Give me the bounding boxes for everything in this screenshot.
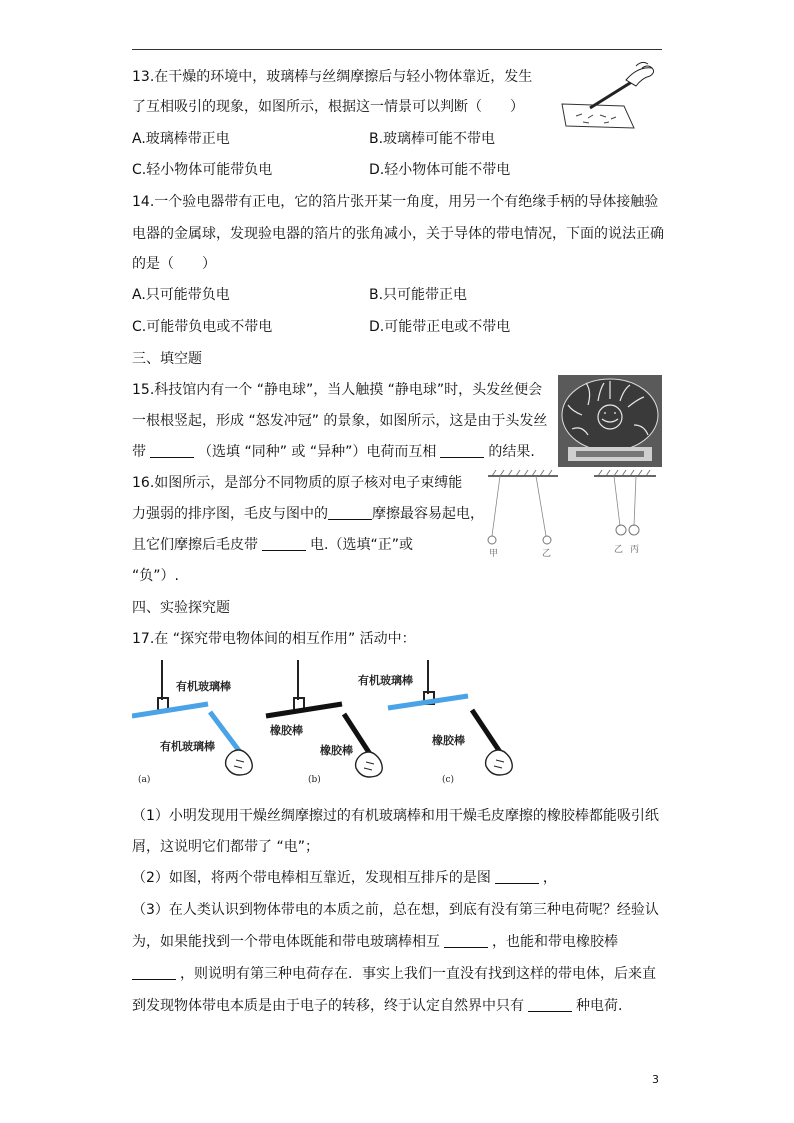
caption-c: (c) — [442, 775, 455, 784]
q17-line1: 17.在 “探究带电物体间的相互作用” 活动中： — [132, 631, 416, 647]
q13-option-b: B.玻璃棒可能不带电 — [369, 131, 496, 147]
label-glass-rod-c: 有机玻璃棒 — [358, 674, 413, 687]
section-heading-fill-in: 三、填空题 — [132, 351, 202, 367]
answer-blank[interactable] — [328, 505, 372, 520]
label-bing: 丙 — [630, 545, 640, 555]
header-rule — [132, 49, 662, 50]
q16-line2: 力强弱的排序图，毛皮与图中的 摩擦最容易起电， — [132, 506, 484, 522]
q17-p3-c: ，则说明有第三种电荷存在．事实上我们一直没有找到这样的带电体，后来直 — [132, 964, 656, 984]
q17-p2: （2）如图，将两个带电棒相互靠近，发现相互排斥的是图 ， — [132, 870, 557, 886]
charged-rods-figure — [132, 660, 522, 784]
q17-p3-b: 为，如果能找到一个带电体既能和带电玻璃棒相互 ，也能和带电橡胶棒 — [132, 934, 618, 950]
static-ball-figure — [558, 375, 662, 467]
label-jia: 甲 — [489, 549, 499, 559]
q13-option-d: D.轻小物体可能不带电 — [369, 162, 511, 178]
glass-rod-attraction-figure — [556, 58, 658, 130]
pendulum-balls-figure — [484, 466, 660, 562]
q14-option-a: A.只可能带负电 — [132, 287, 230, 303]
label-rubber-rod-c: 橡胶棒 — [432, 734, 465, 747]
q14-line2: 电器的金属球，发现验电器的箔片的张角减小，关于导体的带电情况，下面的说法正确 — [132, 226, 664, 242]
page-number: 3 — [652, 1073, 659, 1086]
q16-line1: 16.如图所示，是部分不同物质的原子核对电子束缚能 — [132, 475, 463, 491]
q17-p1-a: （1）小明发现用干燥丝绸摩擦过的有机玻璃棒和用干燥毛皮摩擦的橡胶棒都能吸引纸 — [132, 808, 659, 824]
answer-blank[interactable] — [132, 965, 176, 980]
q15-line2: 一根根竖起，形成 “怒发冲冠” 的景象，如图所示，这是由于头发丝 — [132, 413, 548, 429]
q13-option-c: C.轻小物体可能带负电 — [132, 162, 273, 178]
q13-line2: 了互相吸引的现象，如图所示，根据这一情景可以判断（ ） — [132, 99, 524, 115]
q14-line1: 14.一个验电器带有正电，它的箔片张开某一角度，用另一个有绝缘手柄的导体接触验 — [132, 194, 659, 210]
label-glass-rod-a: 有机玻璃棒 — [176, 680, 231, 693]
q13-line1: 13.在干燥的环境中，玻璃棒与丝绸摩擦后与轻小物体靠近，发生 — [132, 69, 533, 85]
label-yi-1: 乙 — [542, 549, 552, 559]
label-glass-rod-a2: 有机玻璃棒 — [160, 740, 215, 753]
q17-p1-b: 屑，这说明它们都带了 “电”； — [132, 839, 319, 855]
q15-line3: 带 （选填 “同种” 或 “异种”）电荷而互相 的结果. — [132, 444, 535, 460]
q13-option-a: A.玻璃棒带正电 — [132, 131, 230, 147]
q14-option-c: C.可能带负电或不带电 — [132, 319, 273, 335]
q14-line3: 的是（ ） — [132, 256, 216, 272]
answer-blank[interactable] — [528, 997, 572, 1012]
answer-blank[interactable] — [444, 933, 488, 948]
q16-line3: 且它们摩擦后毛皮带 电.（选填“正”或 — [132, 537, 413, 553]
q16-line4: “负”）. — [132, 568, 179, 584]
caption-b: (b) — [308, 775, 321, 784]
answer-blank[interactable] — [150, 443, 194, 458]
label-rubber-rod-b1: 橡胶棒 — [270, 724, 303, 737]
q15-line1: 15.科技馆内有一个 “静电球”，当人触摸 “静电球”时，头发丝便会 — [132, 382, 543, 398]
label-rubber-rod-b2: 橡胶棒 — [320, 744, 353, 757]
q17-p3-d: 到发现物体带电本质是由于电子的转移，终于认定自然界中只有 种电荷. — [132, 998, 623, 1014]
answer-blank[interactable] — [495, 869, 539, 884]
caption-a: (a) — [138, 775, 151, 784]
q14-option-d: D.可能带正电或不带电 — [369, 319, 511, 335]
q14-option-b: B.只可能带正电 — [369, 287, 468, 303]
label-yi-2: 乙 — [614, 545, 624, 555]
section-heading-experiment: 四、实验探究题 — [132, 600, 230, 616]
answer-blank[interactable] — [262, 536, 306, 551]
q17-p3-a: （3）在人类认识到物体带电的本质之前，总在想，到底有没有第三种电荷呢？经验认 — [132, 902, 659, 918]
answer-blank[interactable] — [440, 443, 484, 458]
